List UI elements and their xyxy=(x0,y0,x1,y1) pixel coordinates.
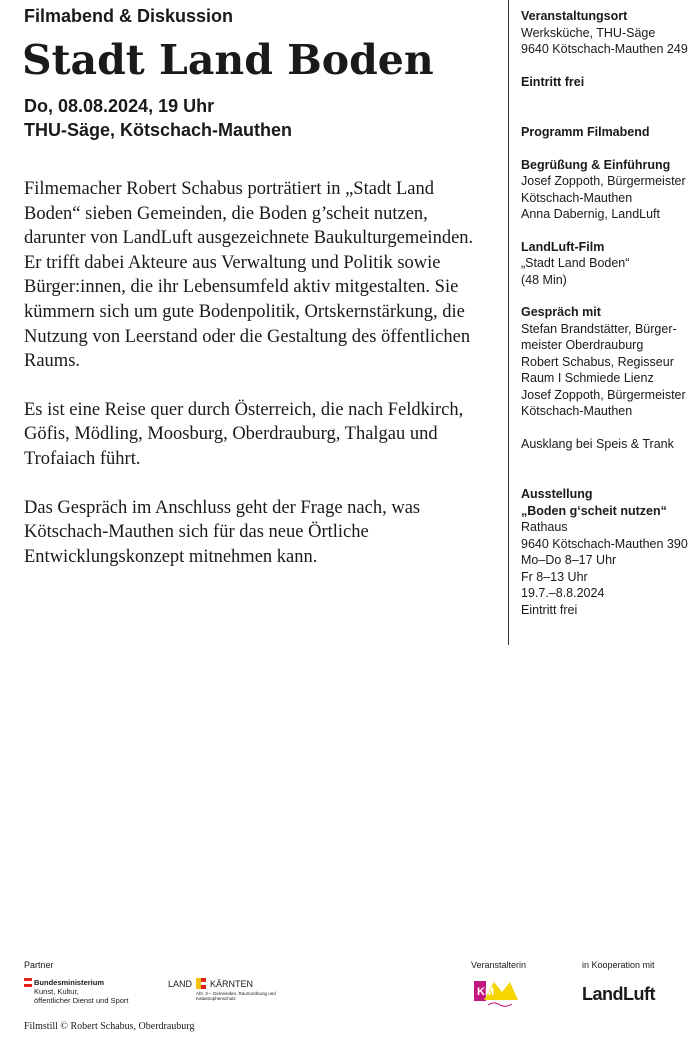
ministry-name: Bundesministerium xyxy=(34,978,105,987)
exhibit-line: Mo–Do 8–17 Uhr xyxy=(521,553,617,567)
venue-line: Werksküche, THU-Säge xyxy=(521,25,656,40)
body-paragraph-2: Es ist eine Reise quer durch Österreich, die nach Feldkirch, Göfis, Mödling, Moosburg, Oberdrauburg, Thalgau und Trofaiach führt. xyxy=(24,399,464,469)
event-datetime-venue xyxy=(24,94,292,142)
column-divider xyxy=(508,0,509,645)
cooperation-label: in Kooperation mit xyxy=(582,960,655,970)
organizer-label: Veranstalterin xyxy=(471,960,527,970)
greet-line: Kötschach-Mauthen xyxy=(521,190,633,205)
event-kicker: Filmabend & Diskussion xyxy=(24,6,234,26)
kaernten-right: KÄRNTEN xyxy=(210,978,254,989)
page-title: Stadt Land Boden xyxy=(22,36,434,84)
km-logo-text: KM xyxy=(477,986,495,998)
talk-line: Kötschach-Mauthen xyxy=(521,404,633,418)
body-text xyxy=(24,177,494,593)
talk-line: Robert Schabus, Regisseur xyxy=(521,354,674,369)
event-venue: THU-Säge, Kötschach-Mauthen xyxy=(24,120,293,140)
talk-line: Stefan Brandstätter, Bürger- xyxy=(521,321,677,336)
kaernten-sub: Abt. 3 – Gemeinden, Raumordnung und Katastrophenschutz xyxy=(196,991,276,1001)
photo-credit: Filmstill © Robert Schabus, Oberdrauburg xyxy=(24,1021,195,1032)
film-line: (48 Min) xyxy=(521,272,567,287)
greet-line: Josef Zoppoth, Bürgermeister xyxy=(521,174,686,188)
sidebar xyxy=(521,8,696,618)
event-date: Do, 08.08.2024, 19 Uhr xyxy=(24,96,215,116)
film-line: „Stadt Land Boden“ xyxy=(521,256,630,270)
talk-line: meister Oberdrauburg xyxy=(521,338,644,352)
exhibit-title: „Boden g‘scheit nutzen“ xyxy=(521,503,667,518)
exhibit-line: Eintritt frei xyxy=(521,602,578,617)
film-heading: LandLuft-Film xyxy=(521,239,605,254)
landluft-logo: LandLuft xyxy=(582,984,655,1004)
talk-line: Raum I Schmiede Lienz xyxy=(521,371,654,385)
greet-heading: Begrüßung & Einführung xyxy=(521,157,671,172)
carinthia-crest-icon xyxy=(196,978,206,989)
ministry-logo xyxy=(24,978,129,1005)
venue-heading: Veranstaltungsort xyxy=(521,9,628,23)
exhibit-heading: Ausstellung xyxy=(521,487,593,501)
venue-line: 9640 Kötschach-Mauthen 249 xyxy=(521,42,688,56)
kaernten-logo xyxy=(168,978,286,1001)
exhibit-line: 9640 Kötschach-Mauthen 390 xyxy=(521,536,688,551)
talk-heading: Gespräch mit xyxy=(521,305,601,319)
exhibit-line: Rathaus xyxy=(521,520,568,534)
austria-flag-icon xyxy=(24,978,32,987)
admission-note: Eintritt frei xyxy=(521,74,585,89)
partner-label: Partner xyxy=(24,960,54,970)
closing-note: Ausklang bei Speis & Trank xyxy=(521,436,674,451)
kaernten-left: LAND xyxy=(168,978,193,989)
km-logo xyxy=(474,978,520,1008)
exhibit-line: Fr 8–13 Uhr xyxy=(521,569,588,584)
programm-heading: Programm Filmabend xyxy=(521,125,650,139)
talk-line: Josef Zoppoth, Bürgermeister xyxy=(521,387,686,402)
ministry-line: Kunst, Kultur, xyxy=(34,987,79,996)
ministry-line: öffentlicher Dienst und Sport xyxy=(34,996,129,1005)
body-paragraph-3: Das Gespräch im Anschluss geht der Frage nach, was Kötschach-Mauthen sich für das neue Örtliche Entwicklungskonzept mitnehmen kann. xyxy=(24,497,421,567)
body-paragraph-1: Filmemacher Robert Schabus porträtiert in „Stadt Land Boden“ sieben Gemeinden, die Boden g’scheit nutzen, darunter von LandLuft ausgezeichnete Baukulturgemeinden. Er trifft dabei Akteure aus Verwaltung und Politik sowie Bürger:innen, die ihr Lebensumfeld aktiv mitgestalten. Sie kümmern sich um gute Bodenpolitik, Ortskernstärkung, die Nutzung von Leerstand oder die Gestaltung des öffentlichen Raums. xyxy=(24,179,474,372)
km-logo-icon xyxy=(474,978,520,1008)
exhibit-line: 19.7.–8.8.2024 xyxy=(521,586,605,600)
greet-line: Anna Dabernig, LandLuft xyxy=(521,207,660,221)
